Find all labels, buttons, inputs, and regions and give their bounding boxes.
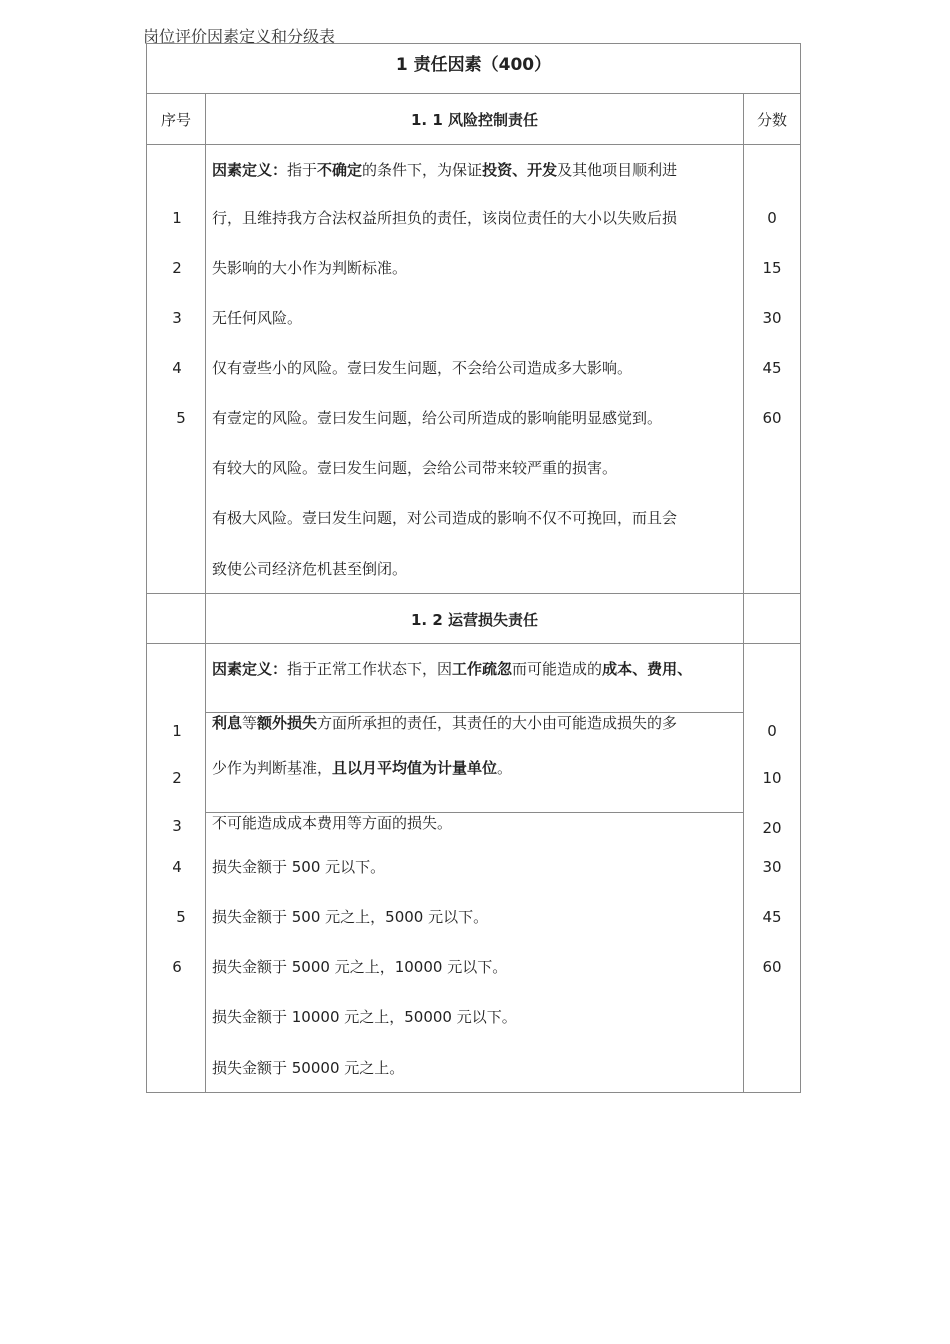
level-number: 3	[172, 817, 182, 835]
row-divider	[146, 643, 801, 644]
level-description: 损失金额于 500 元以下。	[212, 858, 386, 876]
factor-definition-line: 少作为判断基准，且以月平均值为计量单位。	[212, 759, 513, 777]
level-number: 6	[172, 958, 182, 976]
column-divider	[205, 93, 206, 1093]
level-description: 有极大风险。壹曰发生问题，对公司造成的影响不仅不可挽回，而且会	[212, 509, 678, 527]
level-number: 5	[176, 409, 186, 427]
factor-definition-line: 行，且维持我方合法权益所担负的责任，该岗位责任的大小以失败后损	[212, 209, 678, 227]
level-description: 不可能造成成本费用等方面的损失。	[212, 814, 453, 832]
level-number: 4	[172, 359, 182, 377]
level-description: 仅有壹些小的风险。壹曰发生问题，不会给公司造成多大影响。	[212, 359, 633, 377]
level-score: 10	[762, 769, 782, 787]
level-score: 15	[762, 259, 782, 277]
level-score: 30	[762, 309, 782, 327]
level-score: 30	[762, 858, 782, 876]
level-score: 0	[767, 209, 777, 227]
level-number: 5	[176, 908, 186, 926]
row-divider	[146, 144, 801, 145]
level-description: 损失金额于 500 元之上，5000 元以下。	[212, 908, 489, 926]
level-score: 45	[762, 359, 782, 377]
row-divider	[146, 593, 801, 594]
level-number: 2	[172, 259, 182, 277]
document-title: 岗位评价因素定义和分级表	[143, 27, 336, 46]
level-score: 60	[762, 958, 782, 976]
row-divider	[146, 93, 801, 94]
level-score: 60	[762, 409, 782, 427]
column-divider	[743, 93, 744, 1093]
section-heading: 1. 2 运营损失责任	[410, 611, 539, 629]
section-heading: 1. 1 风险控制责任	[410, 111, 539, 129]
level-description: 无任何风险。	[212, 309, 303, 327]
level-score: 45	[762, 908, 782, 926]
level-description: 损失金额于 50000 元之上。	[212, 1059, 405, 1077]
level-description: 有壹定的风险。壹曰发生问题，给公司所造成的影响能明显感觉到。	[212, 409, 663, 427]
level-score: 0	[767, 722, 777, 740]
level-number: 4	[172, 858, 182, 876]
level-score: 20	[762, 819, 782, 837]
level-number: 1	[172, 209, 182, 227]
level-description: 有较大的风险。壹曰发生问题，会给公司带来较严重的损害。	[212, 459, 618, 477]
level-description: 致使公司经济危机甚至倒闭。	[212, 560, 408, 578]
level-number: 2	[172, 769, 182, 787]
table-title: 1 责任因素（400）	[395, 55, 552, 75]
factor-definition: 因素定义：指于正常工作状态下，因工作疏忽而可能造成的成本、费用、	[212, 660, 693, 678]
factor-definition-line: 失影响的大小作为判断标准。	[212, 259, 408, 277]
column-header-score: 分数	[756, 111, 787, 129]
factor-definition: 因素定义：指于不确定的条件下，为保证投资、开发及其他项目顺利进	[212, 161, 678, 179]
level-description: 损失金额于 5000 元之上，10000 元以下。	[212, 958, 508, 976]
factor-definition-line: 利息等额外损失方面所承担的责任，其责任的大小由可能造成损失的多	[212, 714, 678, 732]
level-description: 损失金额于 10000 元之上，50000 元以下。	[212, 1008, 517, 1026]
level-number: 1	[172, 722, 182, 740]
column-header-index: 序号	[160, 111, 191, 129]
level-number: 3	[172, 309, 182, 327]
